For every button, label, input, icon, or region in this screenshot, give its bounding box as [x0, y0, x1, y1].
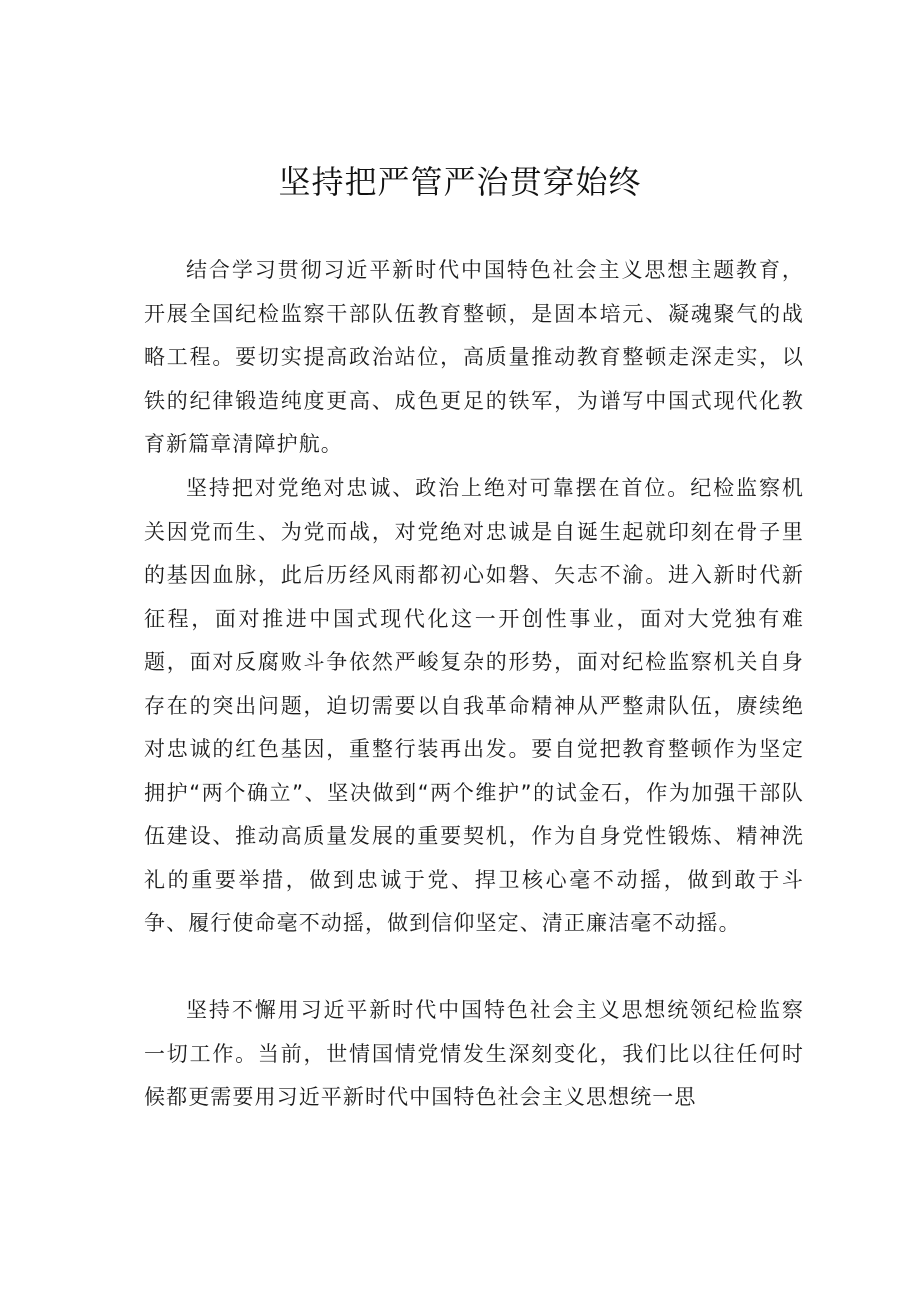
document-title: 坚持把严管严治贯穿始终 — [278, 163, 642, 201]
paragraph-2-block — [144, 467, 804, 946]
paragraph: 结合学习贯彻习近平新时代中国特色社会主义思想主题教育，开展全国纪检监察干部队伍教育整顿，是固本培元、凝魂聚气的战略工程。要切实提高政治站位，高质量推动教育整顿走深走实，以铁的纪律锻造纯度更高、成色更足的铁军，为谱写中国式现代化教育新篇章清障护航。 — [144, 258, 804, 456]
paragraph-1-block — [144, 249, 804, 467]
paragraph: 坚持不懈用习近平新时代中国特色社会主义思想统领纪检监察一切工作。当前，世情国情党情发生深刻变化，我们比以往任何时候都更需要用习近平新时代中国特色社会主义思想统一思 — [144, 998, 804, 1109]
paragraph-3-block — [144, 989, 804, 1120]
paragraph: 坚持把对党绝对忠诚、政治上绝对可靠摆在首位。纪检监察机关因党而生、为党而战，对党绝对忠诚是自诞生起就印刻在骨子里的基因血脉，此后历经风雨都初心如磐、矢志不渝。进入新时代新征程，面对推进中国式现代化这一开创性事业，面对大党独有难题，面对反腐败斗争依然严峻复杂的形势，面对纪检监察机关自身存在的突出问题，迫切需要以自我革命精神从严整肃队伍，赓续绝对忠诚的红色基因，重整行装再出发。要自觉把教育整顿作为坚定拥护“两个确立”、坚决做到“两个维护”的试金石，作为加强干部队伍建设、推动高质量发展的重要契机，作为自身党性锻炼、精神洗礼的重要举措，做到忠诚于党、捍卫核心毫不动摇，做到敢于斗争、履行使命毫不动摇，做到信仰坚定、清正廉洁毫不动摇。 — [144, 476, 804, 935]
